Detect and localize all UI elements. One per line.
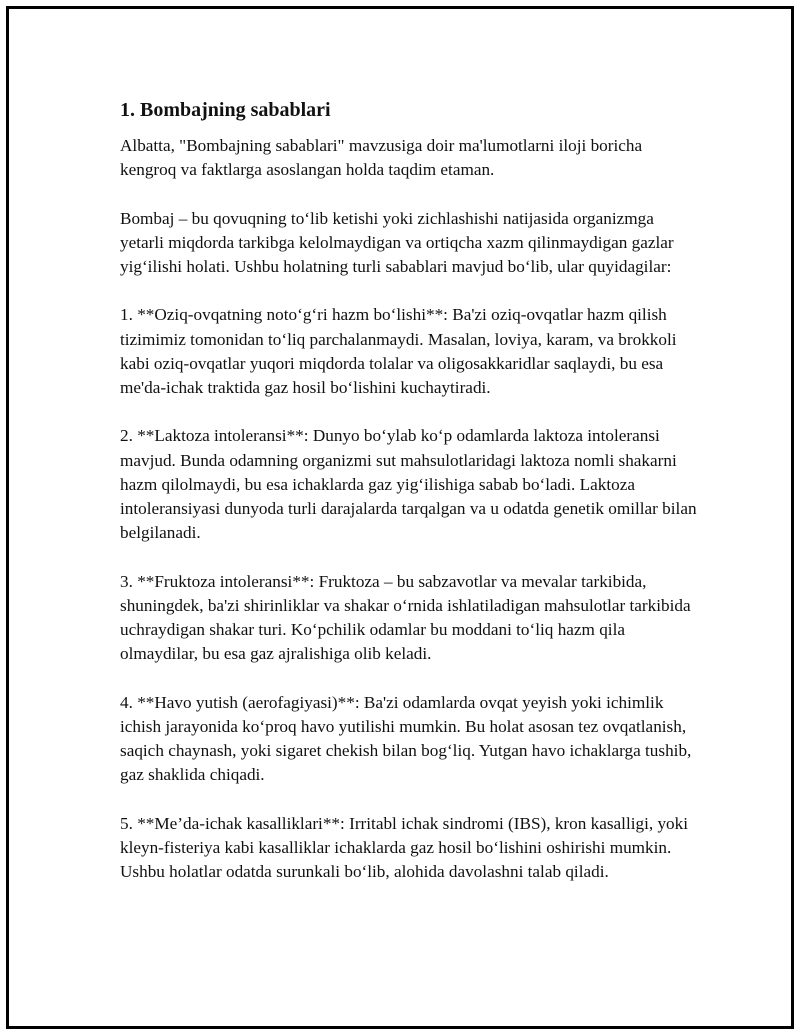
page-frame	[6, 6, 794, 1029]
cause-item-2: 2. **Laktoza intoleransi**: Dunyo bo‘ylab ko‘p odamlarda laktoza intoleransi mavjud. Bunda odamning organizmi sut mahsulotlaridagi laktoza nomli shakarni hazm qilolmaydi, bu esa ichaklarda gaz yig‘ilishiga sabab bo‘ladi. Laktoza intoleransiyasi dunyoda turli darajalarda tarqalgan va u odatda genetik omillar bilan belgilanadi.	[120, 426, 697, 543]
document-title: 1. Bombajning sabablari	[120, 99, 331, 121]
cause-item-5: 5. **Me’da-ichak kasalliklari**: Irritabl ichak sindromi (IBS), kron kasalligi, yoki kleyn-fisteriya kabi kasalliklar ichaklarda gaz hosil bo‘lishini oshirishi mumkin. Ushbu holatlar odatda surunkali bo‘lib, alohida davolashni talab qiladi.	[120, 813, 689, 881]
cause-item-4: 4. **Havo yutish (aerofagiyasi)**: Ba'zi odamlarda ovqat yeyish yoki ichimlik ichish jarayonida ko‘proq havo yutilishi mumkin. Bu holat asosan tez ovqatlanish, saqich chaynash, yoki sigaret chekish bilan bog‘liq. Yutgan havo ichaklarga tushib, gaz shaklida chiqadi.	[120, 692, 692, 785]
document-body	[120, 97, 700, 908]
cause-item-1: 1. **Oziq-ovqatning noto‘g‘ri hazm bo‘lishi**: Ba'zi oziq-ovqatlar hazm qilish tizimimiz tomonidan to‘liq parchalanmaydi. Masalan, loviya, karam, va brokkoli kabi oziq-ovqatlar yuqori miqdorda tolalar va oligosakkaridlar saqlaydi, bu esa me'da-ichak traktida gaz hosil bo‘lishini kuchaytiradi.	[120, 305, 677, 397]
cause-item-3: 3. **Fruktoza intoleransi**: Fruktoza – bu sabzavotlar va mevalar tarkibida, shuningdek, ba'zi shirinliklar va shakar o‘rnida ishlatiladigan mahsulotlar tarkibida uchraydigan shakar turi. Ko‘pchilik odamlar bu moddani to‘liq hazm qila olmaydilar, bu esa gaz ajralishiga olib keladi.	[120, 571, 691, 664]
intro-paragraph: Albatta, "Bombajning sabablari" mavzusiga doir ma'lumotlarni iloji boricha kengroq va faktlarga asoslangan holda taqdim etaman.	[120, 136, 643, 180]
definition-paragraph: Bombaj – bu qovuqning to‘lib ketishi yoki zichlashishi natijasida organizmga yetarli miqdorda tarkibga kelolmaydigan va ortiqcha xazm qilinmaydigan gazlar yig‘ilishi holati. Ushbu holatning turli sabablari mavjud bo‘lib, ular quyidagilar:	[120, 208, 674, 276]
